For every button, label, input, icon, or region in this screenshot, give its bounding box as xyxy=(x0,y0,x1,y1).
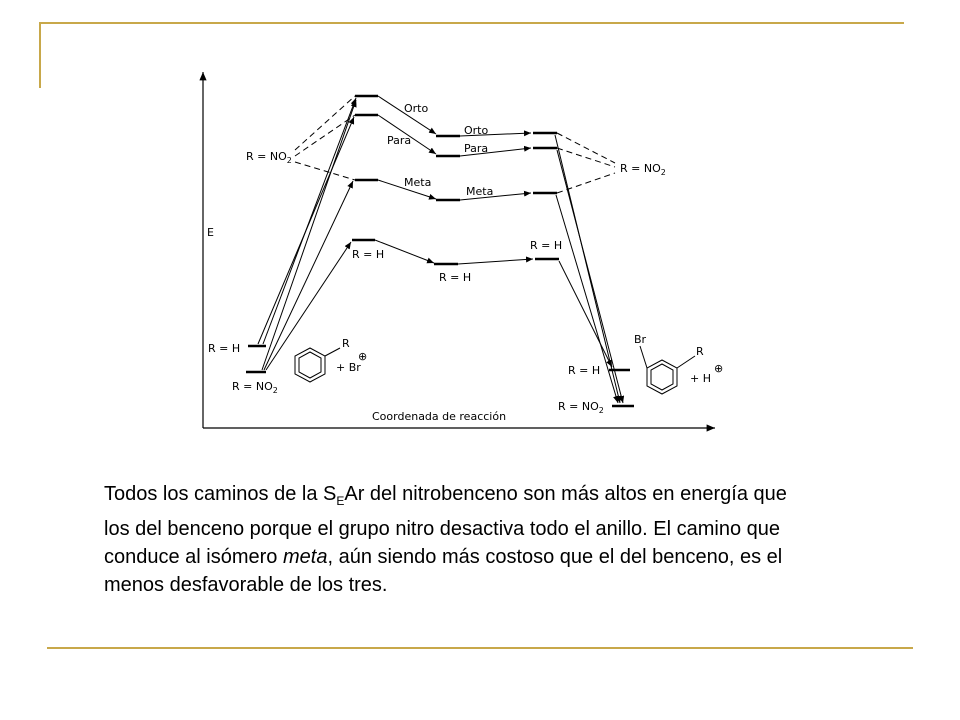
path-label-orto-1: Orto xyxy=(404,102,429,115)
product-benzene-icon xyxy=(640,346,695,394)
caption-paragraph: Todos los caminos de la $S_EAr$ del nitrobenceno son más altos en energía que los del benceno porque el grupo nitro desactiva todo el anillo. El camino que conduce al isómero meta, aún siendo más costoso que el del benceno, es el menos desfavorable de los tres. xyxy=(104,483,787,596)
caption xyxy=(104,480,804,599)
dashed-no2-left xyxy=(295,96,355,180)
arrows-step1 xyxy=(258,98,356,370)
y-axis-label: E xyxy=(207,226,214,239)
reactant-benzene-icon xyxy=(295,348,340,382)
product-br-label: Br xyxy=(634,333,647,346)
path-label-meta-2: Meta xyxy=(466,185,494,198)
path-label-h-1: R = H xyxy=(352,248,385,261)
product-r-label: R xyxy=(696,345,704,358)
bottom-rule xyxy=(47,647,913,649)
product-label-h: R = H xyxy=(568,364,601,377)
path-label-para-1: Para xyxy=(387,134,412,147)
arrows-step4 xyxy=(555,135,623,403)
reactant-reagent: + Br xyxy=(336,361,361,374)
no2-label-right: $R = NO_2$ xyxy=(620,162,666,177)
reactant-label-no2: $R = NO_2$ xyxy=(232,380,278,395)
reactant-r-label: R xyxy=(342,337,350,350)
product-reagent: + H xyxy=(690,372,711,385)
path-label-orto-2: Orto xyxy=(464,124,489,137)
product-charge: ⊕ xyxy=(714,362,724,375)
no2-label-left: $R = NO_2$ xyxy=(246,150,292,165)
reactant-charge: ⊕ xyxy=(358,350,368,363)
path-label-h-3: R = H xyxy=(530,239,563,252)
x-axis-label: Coordenada de reacción xyxy=(372,410,507,423)
path-label-meta-1: Meta xyxy=(404,176,432,189)
path-label-h-2: R = H xyxy=(439,271,472,284)
product-label-no2: $R = NO_2$ xyxy=(558,400,604,415)
reactant-label-h: R = H xyxy=(208,342,241,355)
path-label-para-2: Para xyxy=(464,142,489,155)
